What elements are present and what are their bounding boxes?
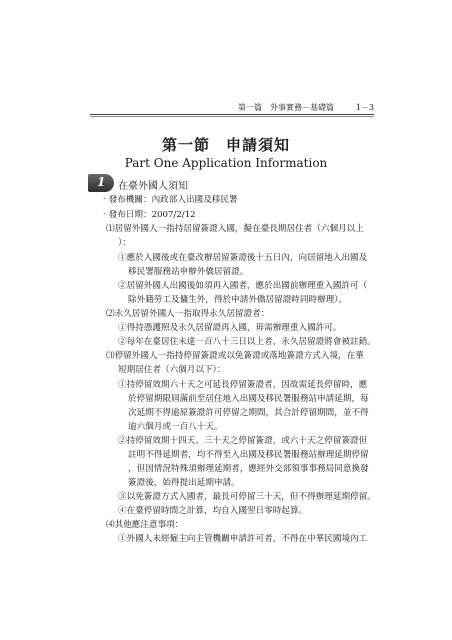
body-line: ⑵永久居留外國人一指取得永久居留證者： <box>106 309 270 319</box>
header-section: 第一篇 外事實務－基礎篇 <box>238 103 334 112</box>
body-line: ①持停留效期六十天之可延長停留簽證者，因故需延長停留時，應 <box>118 380 368 390</box>
section-heading: 在臺外國人須知 <box>118 181 188 192</box>
page-subtitle: Part One Application Information <box>124 156 328 170</box>
body-line: ‧發布日期：2007/2/12 <box>100 210 196 220</box>
body-line: ②居留外國人出國後如須再入國者，應於出國前辦理重入國許可（ <box>118 281 368 291</box>
section-number-badge <box>88 174 114 192</box>
body-line: ②持停留效期十四天、三十天之停留簽證，或六十天之停留簽證但 <box>118 436 368 446</box>
body-line: ①外國人未經僱主向主管機關申請許可者，不得在中華民國境內工 <box>118 534 368 544</box>
badge-number: 1 <box>97 175 106 189</box>
body-line: ）： <box>118 238 131 248</box>
header-page-number: 1－3 <box>355 103 374 112</box>
body-line: ⑷其他應注意事項： <box>106 520 184 530</box>
body-line: 移民署服務站申辦外僑居留證。 <box>128 267 249 277</box>
body-line: ①得持憑護照及永久居留證再入國，毋需辦理重入國許可。 <box>118 323 342 333</box>
body-line: ⑴居留外國人一指持居留簽證入國，擬在臺長期居住者（六個月以上 <box>106 224 364 234</box>
body-line: 逾六個月或一百八十天。 <box>128 422 223 432</box>
body-line: ③以免簽證方式入國者，最長可停留三十天，但不得辦理延期停留。 <box>118 492 376 502</box>
body-line: 於停留期限屆滿前至居住地入出國及移民署服務站申請延期，每 <box>128 394 369 404</box>
body-line: ，但因情況特殊須辦理延期者，應經外交部領事事務局同意換發 <box>128 464 369 474</box>
header-rule <box>90 114 374 115</box>
body-line: ④在臺停留時間之計算，均自入國翌日零時起算。 <box>118 506 308 516</box>
running-header <box>238 102 374 113</box>
body-line: ①應於入國後或在臺改辦居留簽證後十五日內，向居留地入出國及 <box>118 253 368 263</box>
body-line: ‧發布機關：內政部入出國及移民署 <box>100 195 238 205</box>
body-line: ⑶停留外國人一指持停留簽證或以免簽證或落地簽證方式入境，在華 <box>106 351 364 361</box>
body-line: 簽證後，始得提出延期申請。 <box>128 478 240 488</box>
body-line: 次延期不得逾原簽證許可停留之期間，其合計停留期間，並不得 <box>128 408 369 418</box>
body-line: 除外籍勞工及傭生外，得於申請外僑居留證時同時辦理）。 <box>128 295 348 305</box>
body-line: ②每年在臺居住未達一百八十三日以上者，永久居留證將會被註銷。 <box>118 337 376 347</box>
page-title: 第一節 申請須知 <box>161 136 290 154</box>
header-rule-thin <box>90 116 374 117</box>
body-line: 短期居住者（六個月以下）： <box>118 365 226 375</box>
body-line: 註明不得延期者，均不得至入出國及移民署服務站辦理延期停留 <box>128 450 369 460</box>
